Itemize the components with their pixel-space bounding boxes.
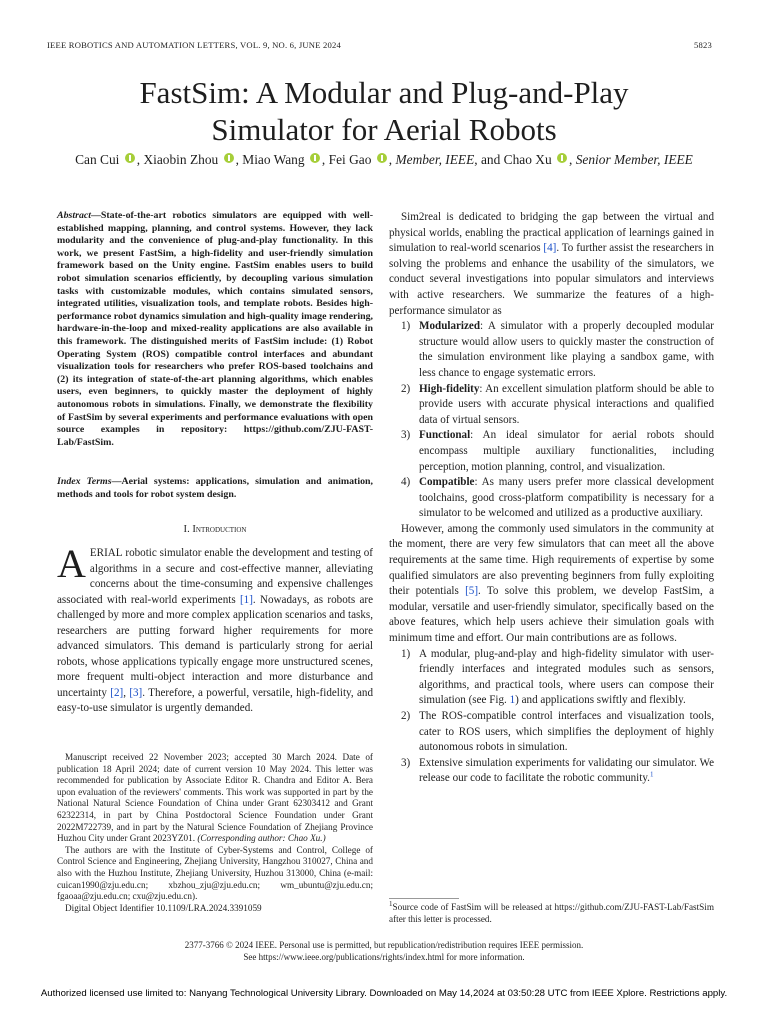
citation-link[interactable]: [1] xyxy=(239,593,253,606)
index-terms xyxy=(57,476,373,501)
list-number: 4) xyxy=(401,476,411,489)
list-number: 2) xyxy=(401,382,411,395)
abstract xyxy=(57,210,373,449)
journal-line: IEEE ROBOTICS AND AUTOMATION LETTERS, VOL. 9, NO. 6, JUNE 2024 xyxy=(47,40,341,50)
body-text: However, among the commonly used simulators in the community at the moment, there are very few simulators that can meet all the above requirements at the same time. High requirements of expertise by some qualified simulators are also preventing beginners from fully exploiting their potentials xyxy=(389,522,714,598)
list-item xyxy=(389,382,714,429)
feature-term: High-fidelity xyxy=(419,382,480,395)
doi-line: Digital Object Identifier 10.1109/LRA.2024.3391059 xyxy=(65,902,262,913)
orcid-icon[interactable] xyxy=(125,153,135,163)
list-item xyxy=(389,709,714,756)
list-item xyxy=(389,428,714,475)
body-paragraph xyxy=(389,522,714,647)
intro-paragraph xyxy=(57,541,373,717)
contribution-text: Extensive simulation experiments for validating our simulator. We release our code to facilitate the robotic community. xyxy=(419,756,714,785)
section-heading: I. Introduction xyxy=(183,524,247,535)
license-footer: Authorized licensed use limited to: Nanyang Technological University Library. Downloaded on May 14,2024 at 03:50:28 UTC from IEEE Xplore. Restrictions apply. xyxy=(40,988,728,999)
manuscript-footnote xyxy=(57,752,373,914)
citation-link[interactable]: [4] xyxy=(543,242,557,255)
list-item xyxy=(389,319,714,381)
list-number: 3) xyxy=(401,429,411,442)
figure-link[interactable]: 1 xyxy=(509,694,516,707)
author-role: Senior Member, IEEE xyxy=(575,152,693,167)
copyright-line: See https://www.ieee.org/publications/rights/index.html for more information. xyxy=(243,951,525,962)
author-name: Xiaobin Zhou xyxy=(143,152,219,167)
contribution-text: ) and applications swiftly and flexibly. xyxy=(515,694,686,707)
intro-text: robotic simulator enable the development and testing of algorithms in a secure and cost-effective manner, alleviating concerns about the time-consuming and expensive challenges associated with real-world experiments xyxy=(57,547,373,606)
corresponding-author-note: (Corresponding author: Chao Xu.) xyxy=(197,833,326,844)
contribution-text: The ROS-compatible control interfaces and visualization tools, cater to ROS users, which simplifies the deployment of highly autonomous robots in simulation. xyxy=(419,710,714,754)
author-name: Miao Wang xyxy=(242,152,305,167)
body-text: Sim2real is dedicated to bridging the gap between the virtual and physical worlds, enabling the practical application of learnings gained in simulation to real-world scenarios xyxy=(389,211,714,255)
abstract-text: —State-of-the-art robotics simulators are equipped with well-established mapping, planning, and control systems. However, they lack modularity and the convenience of plug-and-play functionality. In this work, we present FastSim, a high-fidelity and user-friendly simulation framework based on the Unity engine. FastSim enables users to build robot simulation scenarios efficiently, by decoupling various simulation tasks with customizable modules, which contains simulated sensors, integrated utilities, visualization tools, and template robots. Besides high-performance robot dynamics simulation and high-quality image rendering, hardware-in-the-loop and mixed-reality applications are also available in this framework. The distinguished merits of FastSim include: (1) Robot Operating System (ROS) compatible control interfaces and abundant visualization tools for researchers who prefer ROS-based toolchains and (2) its integration of state-of-the-art planning algorithms, which enables users, even beginners, to quickly master the deployment of highly autonomous robots in simulations. Finally, we demonstrate the flexibility of FastSim by several experiments and performance evaluations with open source examples in repository: https://github.com/ZJU-FAST-Lab/FastSim. xyxy=(57,210,373,448)
list-item xyxy=(389,756,714,787)
abstract-label: Abstract xyxy=(57,210,92,221)
feature-text: : As many users prefer more classical development toolchains, good cross-platform compatibility is necessary for a simulator to be welcomed and utilized as a productive auxiliary. xyxy=(419,476,714,520)
list-number: 1) xyxy=(401,320,411,333)
intro-text: . Therefore, a powerful, versatile, high-fidelity, and easy-to-use simulator is urgently demanded. xyxy=(57,686,373,714)
orcid-icon[interactable] xyxy=(377,153,387,163)
title-line-2: Simulator for Aerial Robots xyxy=(211,112,557,147)
lead-word: ERIAL xyxy=(89,547,123,559)
orcid-icon[interactable] xyxy=(557,153,567,163)
running-header xyxy=(47,40,712,50)
citation-link[interactable]: [3] xyxy=(129,686,143,699)
body-paragraph xyxy=(389,210,714,319)
copyright-notice xyxy=(0,940,768,963)
author-name: , and Chao Xu xyxy=(474,152,552,167)
list-item xyxy=(389,647,714,709)
footnote-marker[interactable]: 1 xyxy=(649,770,654,779)
footnote-paragraph xyxy=(57,752,373,845)
citation-link[interactable]: [2] xyxy=(110,686,124,699)
footnote-rule xyxy=(389,898,459,899)
author-name: Fei Gao xyxy=(328,152,372,167)
orcid-icon[interactable] xyxy=(310,153,320,163)
feature-text: : An excellent simulation platform should be able to provide users with accurate physical interactions and qualified data of virtual sensors. xyxy=(419,382,714,426)
body-text: . To further assist the researchers in solving the problems and enhance the usability of the simulators, we conduct several investigations into popular simulators and interviews with active researchers. We summarize the features of a high-performance simulator as xyxy=(389,242,714,317)
list-number: 2) xyxy=(401,710,411,722)
ref-separator: , xyxy=(123,686,130,699)
footnote-number: 1 xyxy=(389,899,393,908)
feature-term: Compatible xyxy=(419,476,475,489)
body-text: . To solve this problem, we develop FastSim, a modular, versatile and user-friendly simulator, specifically based on the above features, which help users achieve their simulation goals with minimum time and effort. Our main contributions are as follows. xyxy=(389,585,715,645)
title-line-1: FastSim: A Modular and Plug-and-Play xyxy=(139,75,629,110)
author-role: Member, IEEE xyxy=(395,152,475,167)
drop-cap: A xyxy=(57,541,86,586)
list-number: 3) xyxy=(401,756,411,769)
index-terms-text: —Aerial systems: applications, simulation and animation, methods and tools for robot system design. xyxy=(57,476,373,500)
copyright-line: 2377-3766 © 2024 IEEE. Personal use is permitted, but republication/redistribution requires IEEE permission. xyxy=(184,940,584,950)
feature-term: Functional xyxy=(419,429,471,442)
citation-link[interactable]: [5] xyxy=(465,585,479,598)
footnote-paragraph: The authors are with the Institute of Cyber-Systems and Control, College of Control Science and Engineering, Zhejiang University, Hangzhou 310027, China and also with the Huzhou Institute, Zhejiang University, Huzhou 313000, China (e-mail: cuican1990@zju.edu.cn; xbzhou_zju@zju.edu.cn; wm_ubuntu@zju.edu.cn; fgaoaa@zju.edu.cn; cxu@zju.edu.cn). xyxy=(57,844,373,902)
feature-text: : An ideal simulator for aerial robots should encompass multiple auxiliary functionalities, including perception, motion planning, control, and visualization. xyxy=(419,429,714,473)
orcid-icon[interactable] xyxy=(224,153,234,163)
feature-list xyxy=(389,319,714,522)
author-name: Can Cui xyxy=(75,152,120,167)
paper-title xyxy=(0,74,768,148)
author-list: Can Cui , Xiaobin Zhou , Miao Wang , Fei Gao , Member, IEEE, and Chao Xu , Senior Member, IEEE xyxy=(75,152,693,167)
page-number: 5823 xyxy=(694,40,712,50)
feature-term: Modularized xyxy=(419,320,481,333)
contribution-list xyxy=(389,647,714,787)
footnote-text: Source code of FastSim will be released at https://github.com/ZJU-FAST-Lab/FastSim after this letter is processed. xyxy=(389,902,714,924)
source-code-footnote xyxy=(389,899,714,926)
index-terms-label: Index Terms xyxy=(57,476,112,487)
intro-text: . Nowadays, as robots are challenged by more and more complex application scenarios and tasks, researchers are putting forward higher requirements for more advanced simulators. This demand is particularly strong for aerial robots, whose applications typically engage more unstructured scenes, more frequent multi-object interaction and more disturbance and uncertainty xyxy=(57,593,373,699)
right-column-text xyxy=(389,210,714,787)
list-number: 1) xyxy=(401,647,411,660)
list-item xyxy=(389,475,714,522)
contribution-text: A modular, plug-and-play and high-fidelity simulator with user-friendly interfaces and integrated modules such as sensors, algorithms, and practical tools, where users can compose their simulation (see Fig. xyxy=(419,647,714,707)
footnote-text: Manuscript received 22 November 2023; accepted 30 March 2024. Date of publication 18 April 2024; date of current version 10 May 2024. This letter was recommended for publication by Associate Editor R. Chandra and Editor A. Bera upon evaluation of the reviewers' comments. This work was supported in part by the National Natural Science Foundation of China under Grant 62303412 and Grant 62322314, in part by China Postdoctoral Science Foundation under Grant 2022M722739, and in part by the Natural Science Foundation of Zhejiang Province Huzhou City under Grant 2023YZ01. xyxy=(57,752,373,844)
feature-text: : A simulator with a properly decoupled modular structure would allow users to quickly master the construction of the simulation environment like playing a sandbox game, with less chance to engage systematic errors. xyxy=(419,320,714,379)
